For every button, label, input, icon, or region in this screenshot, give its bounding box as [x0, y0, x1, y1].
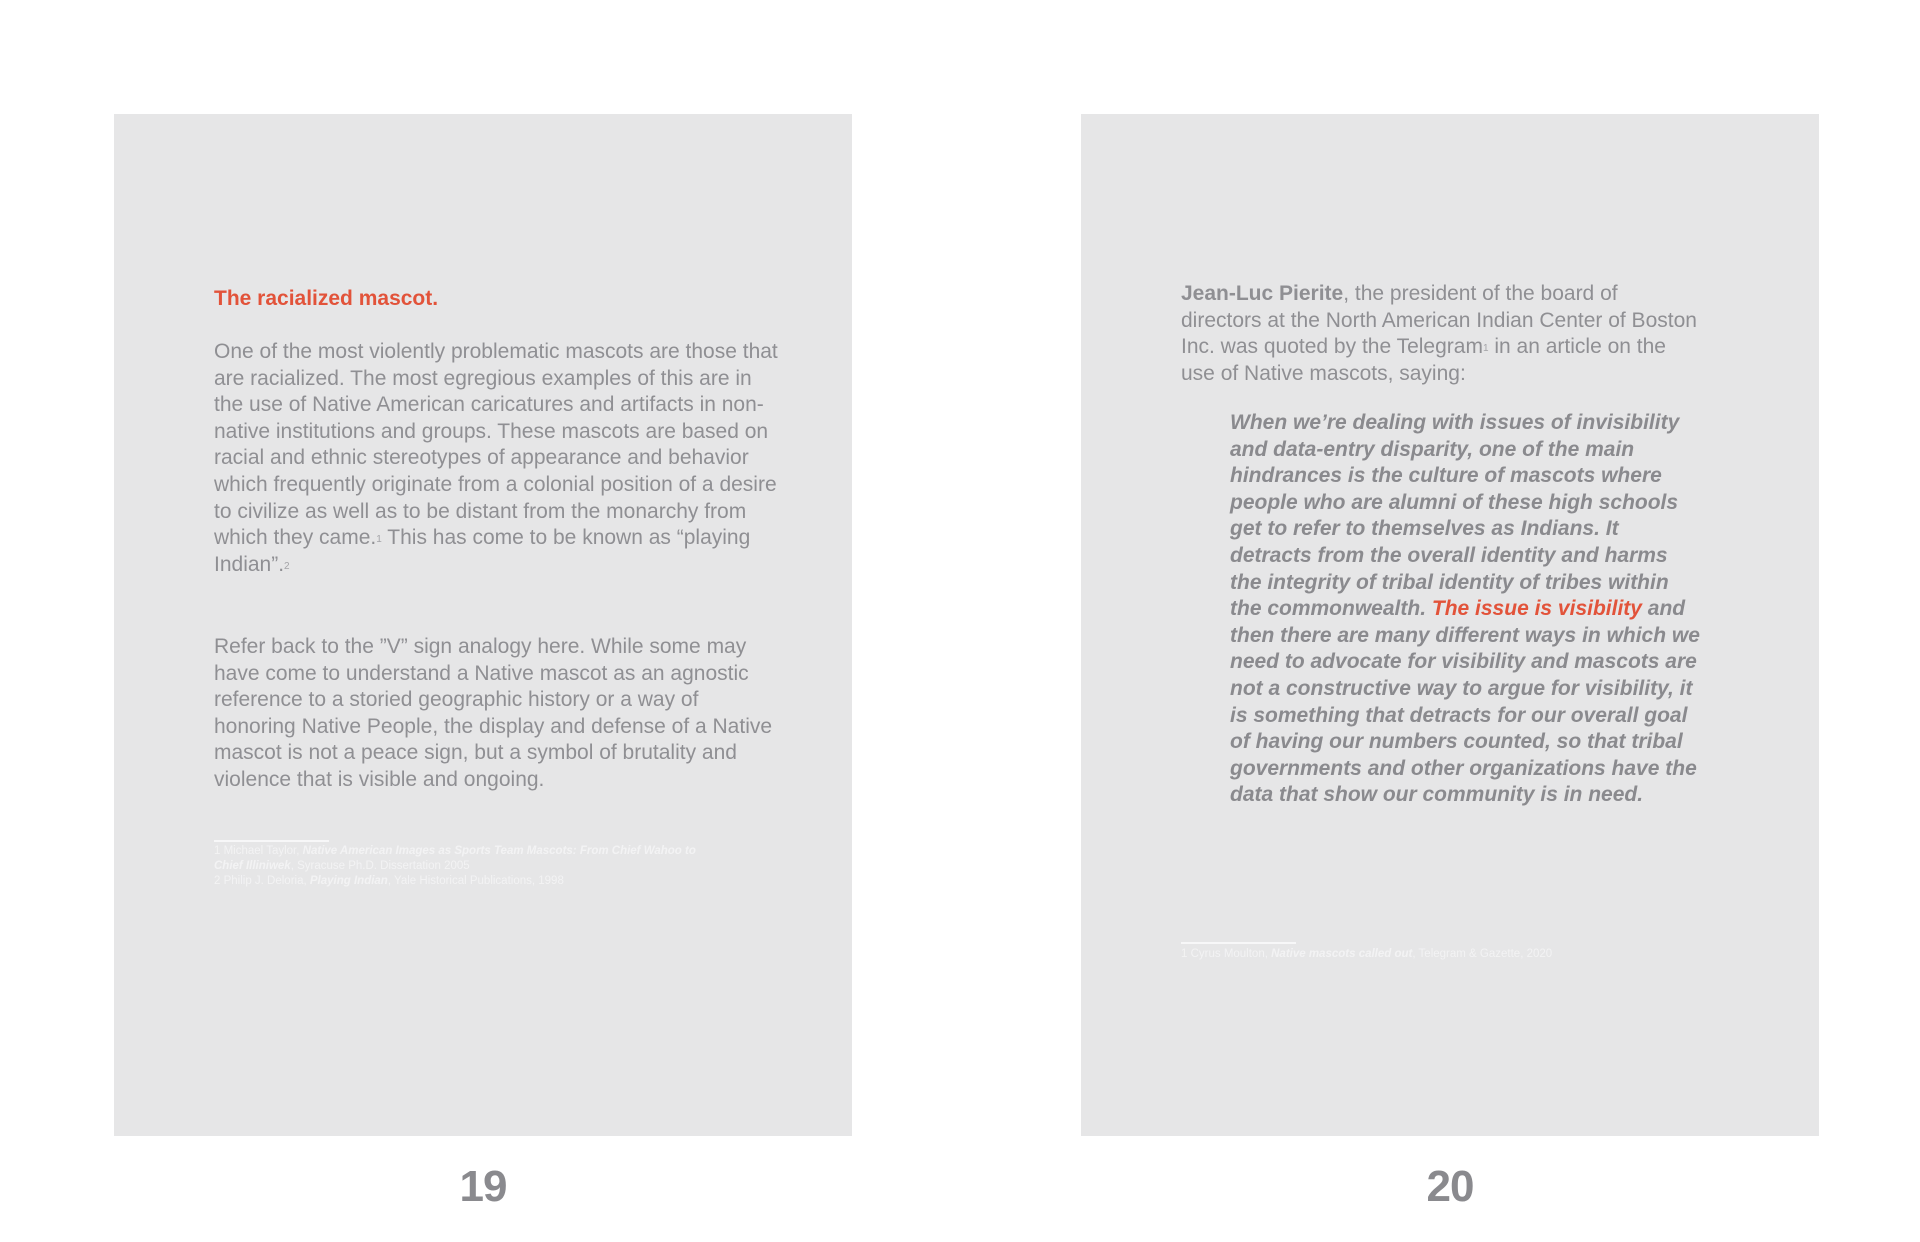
page-right — [1081, 114, 1819, 1136]
footnote-line: 2 Philip J. Deloria, Playing Indian, Yale Historical Publications, 1998 — [214, 875, 564, 887]
paragraph-text: in an article on the use of Native mascots, saying: — [1181, 335, 1666, 385]
body-paragraph-1 — [214, 339, 784, 578]
footnote-divider — [1181, 942, 1296, 944]
quote-text: When we’re dealing with issues of invisibility and data-entry disparity, one of the main hindrances is the culture of mascots where people who are alumni of these high schools get to refer to themselves as Indians. It detracts from the overall identity and harms the integrity of tribal identity of tribes within the commonwealth. — [1230, 411, 1680, 621]
footnote-marker: 1 — [1482, 343, 1489, 355]
page-left — [114, 114, 852, 1136]
quote-highlight: The issue is visibility — [1431, 597, 1642, 621]
paragraph-text: This has come to be known as “playing Indian”. — [214, 526, 751, 576]
body-paragraph-2 — [214, 634, 784, 794]
footnote-line: 1 Cyrus Moulton, Native mascots called out, Telegram & Gazette, 2020 — [1181, 948, 1553, 960]
footnotes — [1181, 947, 1741, 962]
paragraph-text: One of the most violently problematic mascots are those that are racialized. The most egregious examples of this are in the use of Native American caricatures and artifacts in non-native institutions and groups. These mascots are based on racial and ethnic stereotypes of appearance and behavior which frequently originate from a colonial position of a desire to civilize as well as to be distant from the monarchy from which they came. — [214, 340, 778, 550]
section-heading: The racialized mascot. — [214, 287, 439, 310]
page-number-left: 19 — [459, 1162, 507, 1211]
speaker-name: Jean-Luc Pierite — [1181, 282, 1344, 305]
paragraph-text: , the president of the board of directors at the North American Indian Center of Boston Inc. was quoted by the Telegram — [1181, 282, 1697, 359]
footnote-divider — [214, 840, 329, 842]
intro-paragraph — [1181, 281, 1701, 387]
footnote-marker: 1 — [376, 534, 382, 546]
block-quote — [1230, 410, 1700, 809]
footnote-line: 1 Michael Taylor, Native American Images as Sports Team Mascots: From Chief Wahoo to — [214, 845, 696, 857]
footnote-marker: 2 — [284, 560, 290, 572]
footnote-line: Chief Illiniwek, Syracuse Ph.D. Dissertation 2005 — [214, 860, 470, 872]
page-number-right: 20 — [1426, 1162, 1474, 1211]
footnotes — [214, 844, 774, 889]
quote-text: and then there are many different ways in which we need to advocate for visibility and mascots are not a constructive way to argue for visibility, it is something that detracts for our overall goal of having our numbers counted, so that tribal governments and other organizations have the data that show our community is in need. — [1230, 597, 1700, 807]
paragraph-text: Refer back to the ”V” sign analogy here. While some may have come to understand a Native mascot as an agnostic reference to a storied geographic history or a way of honoring Native People, the display and defense of a Native mascot is not a peace sign, but a symbol of brutality and violence that is visible and ongoing. — [214, 635, 773, 791]
